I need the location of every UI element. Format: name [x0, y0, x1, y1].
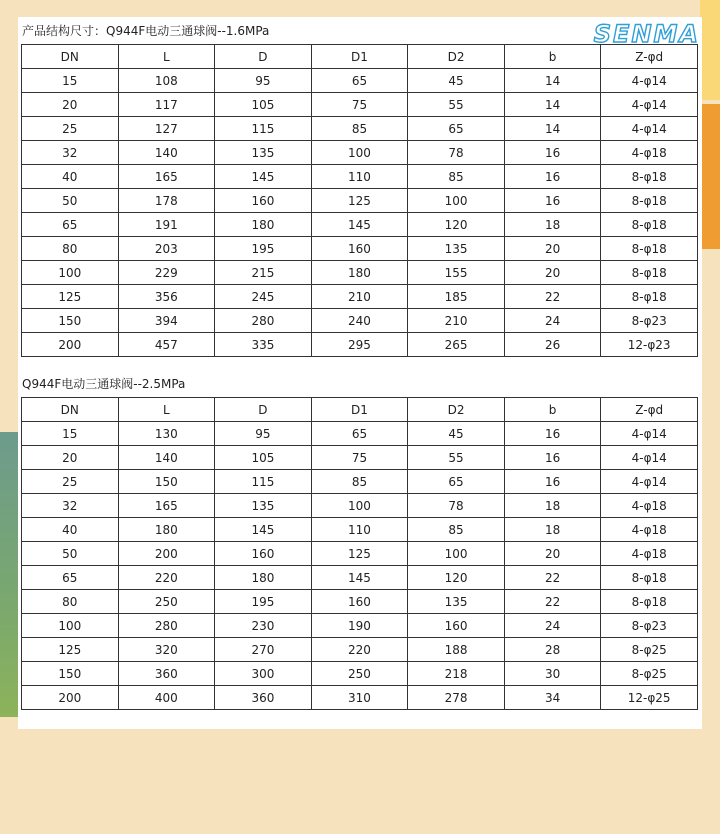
table-cell: 188	[408, 638, 505, 662]
table-cell: 145	[215, 165, 312, 189]
col-header: Z-φd	[601, 45, 698, 69]
table-cell: 8-φ18	[601, 285, 698, 309]
table-cell: 127	[118, 117, 215, 141]
table-cell: 45	[408, 69, 505, 93]
table-cell: 140	[118, 141, 215, 165]
table-row	[22, 69, 698, 93]
decor-green-strip	[0, 432, 20, 717]
table-cell: 8-φ18	[601, 566, 698, 590]
table-cell: 4-φ14	[601, 117, 698, 141]
table-cell: 218	[408, 662, 505, 686]
table-cell: 300	[215, 662, 312, 686]
table-cell: 8-φ18	[601, 213, 698, 237]
table-cell: 85	[311, 117, 408, 141]
table-row	[22, 285, 698, 309]
table-cell: 335	[215, 333, 312, 357]
col-header: D2	[408, 398, 505, 422]
table-cell: 15	[22, 422, 119, 446]
table-row	[22, 213, 698, 237]
table-cell: 45	[408, 422, 505, 446]
table1-title: 产品结构尺寸：Q944F电动三通球阀--1.6MPa	[22, 24, 270, 38]
table-cell: 30	[504, 662, 601, 686]
table-cell: 12-φ25	[601, 686, 698, 710]
table-cell: 12-φ23	[601, 333, 698, 357]
table-row	[22, 686, 698, 710]
table-cell: 34	[504, 686, 601, 710]
table-cell: 85	[408, 518, 505, 542]
table-cell: 75	[311, 93, 408, 117]
table-cell: 457	[118, 333, 215, 357]
table-row	[22, 261, 698, 285]
table-cell: 125	[311, 542, 408, 566]
table-row	[22, 165, 698, 189]
table-cell: 95	[215, 422, 312, 446]
table-cell: 4-φ18	[601, 542, 698, 566]
table-cell: 360	[118, 662, 215, 686]
table-cell: 140	[118, 446, 215, 470]
table-cell: 180	[118, 518, 215, 542]
table-cell: 191	[118, 213, 215, 237]
table-cell: 180	[311, 261, 408, 285]
table-row	[22, 638, 698, 662]
table-cell: 22	[504, 590, 601, 614]
table-cell: 240	[311, 309, 408, 333]
col-header: DN	[22, 398, 119, 422]
col-header: D	[215, 398, 312, 422]
table-cell: 65	[311, 69, 408, 93]
col-header: b	[504, 398, 601, 422]
table-row	[22, 422, 698, 446]
table-cell: 55	[408, 446, 505, 470]
table-cell: 8-φ25	[601, 638, 698, 662]
table-cell: 360	[215, 686, 312, 710]
table-cell: 200	[118, 542, 215, 566]
table-cell: 50	[22, 542, 119, 566]
table-cell: 14	[504, 117, 601, 141]
table-cell: 20	[504, 542, 601, 566]
col-header: Z-φd	[601, 398, 698, 422]
table-cell: 4-φ14	[601, 93, 698, 117]
table-cell: 14	[504, 69, 601, 93]
table-cell: 280	[118, 614, 215, 638]
table-cell: 8-φ18	[601, 237, 698, 261]
table-cell: 65	[408, 117, 505, 141]
table-cell: 120	[408, 213, 505, 237]
table-cell: 65	[311, 422, 408, 446]
table-cell: 80	[22, 237, 119, 261]
table-cell: 8-φ23	[601, 614, 698, 638]
table-row	[22, 518, 698, 542]
table-cell: 100	[22, 614, 119, 638]
col-header: DN	[22, 45, 119, 69]
table-cell: 95	[215, 69, 312, 93]
table-cell: 25	[22, 117, 119, 141]
table-cell: 100	[22, 261, 119, 285]
table-cell: 394	[118, 309, 215, 333]
table-cell: 145	[215, 518, 312, 542]
table-cell: 230	[215, 614, 312, 638]
table-cell: 65	[408, 470, 505, 494]
table-cell: 295	[311, 333, 408, 357]
table-cell: 4-φ14	[601, 69, 698, 93]
table-cell: 245	[215, 285, 312, 309]
table-row	[22, 470, 698, 494]
table-cell: 20	[22, 446, 119, 470]
table-row	[22, 566, 698, 590]
table-cell: 32	[22, 494, 119, 518]
table-cell: 14	[504, 93, 601, 117]
table-cell: 150	[22, 662, 119, 686]
table-cell: 8-φ18	[601, 261, 698, 285]
table-cell: 8-φ25	[601, 662, 698, 686]
table-cell: 320	[118, 638, 215, 662]
table-cell: 8-φ18	[601, 165, 698, 189]
table-cell: 100	[408, 542, 505, 566]
table-cell: 105	[215, 93, 312, 117]
table-cell: 8-φ18	[601, 189, 698, 213]
table-cell: 200	[22, 686, 119, 710]
table-cell: 135	[408, 590, 505, 614]
table-header-row	[22, 45, 698, 69]
table-cell: 108	[118, 69, 215, 93]
table-row	[22, 446, 698, 470]
table-cell: 4-φ14	[601, 422, 698, 446]
col-header: L	[118, 45, 215, 69]
table-cell: 4-φ18	[601, 494, 698, 518]
table-cell: 16	[504, 470, 601, 494]
spec-table-1-6mpa	[21, 44, 698, 357]
table-cell: 180	[215, 566, 312, 590]
table-cell: 270	[215, 638, 312, 662]
table-cell: 160	[408, 614, 505, 638]
table-cell: 185	[408, 285, 505, 309]
table-cell: 8-φ23	[601, 309, 698, 333]
table-row	[22, 141, 698, 165]
table-cell: 190	[311, 614, 408, 638]
col-header: D	[215, 45, 312, 69]
table-cell: 125	[22, 638, 119, 662]
table-cell: 16	[504, 165, 601, 189]
table-cell: 100	[311, 141, 408, 165]
table-cell: 65	[22, 566, 119, 590]
table-row	[22, 590, 698, 614]
table-row	[22, 189, 698, 213]
table-cell: 20	[22, 93, 119, 117]
table-cell: 135	[215, 141, 312, 165]
table-cell: 115	[215, 470, 312, 494]
table-row	[22, 333, 698, 357]
table-cell: 80	[22, 590, 119, 614]
table-cell: 229	[118, 261, 215, 285]
table-cell: 65	[22, 213, 119, 237]
table-cell: 120	[408, 566, 505, 590]
table-cell: 160	[215, 189, 312, 213]
table-row	[22, 614, 698, 638]
table-cell: 155	[408, 261, 505, 285]
table-cell: 55	[408, 93, 505, 117]
table-row	[22, 237, 698, 261]
table-cell: 195	[215, 237, 312, 261]
table-cell: 4-φ18	[601, 141, 698, 165]
table-cell: 250	[311, 662, 408, 686]
table-cell: 160	[311, 237, 408, 261]
table-cell: 16	[504, 189, 601, 213]
table-cell: 100	[408, 189, 505, 213]
col-header: b	[504, 45, 601, 69]
table-cell: 215	[215, 261, 312, 285]
table-cell: 18	[504, 494, 601, 518]
table-cell: 20	[504, 261, 601, 285]
table2-title: Q944F电动三通球阀--2.5MPa	[22, 377, 186, 391]
decor-yellow-strip	[700, 0, 720, 100]
table-cell: 110	[311, 518, 408, 542]
table-cell: 145	[311, 566, 408, 590]
table-cell: 160	[311, 590, 408, 614]
table-cell: 40	[22, 165, 119, 189]
table-row	[22, 542, 698, 566]
table-cell: 130	[118, 422, 215, 446]
table-cell: 356	[118, 285, 215, 309]
table-cell: 22	[504, 566, 601, 590]
table-cell: 85	[311, 470, 408, 494]
table-cell: 195	[215, 590, 312, 614]
table-cell: 220	[118, 566, 215, 590]
table-cell: 40	[22, 518, 119, 542]
table-cell: 203	[118, 237, 215, 261]
table-row	[22, 494, 698, 518]
table-cell: 210	[408, 309, 505, 333]
table-cell: 16	[504, 446, 601, 470]
table-cell: 16	[504, 422, 601, 446]
table-cell: 15	[22, 69, 119, 93]
table-cell: 18	[504, 213, 601, 237]
table-cell: 278	[408, 686, 505, 710]
table-cell: 180	[215, 213, 312, 237]
table-cell: 280	[215, 309, 312, 333]
table-cell: 85	[408, 165, 505, 189]
table-cell: 178	[118, 189, 215, 213]
table-cell: 50	[22, 189, 119, 213]
table-cell: 78	[408, 141, 505, 165]
table-cell: 135	[408, 237, 505, 261]
table-cell: 16	[504, 141, 601, 165]
table-cell: 160	[215, 542, 312, 566]
col-header: L	[118, 398, 215, 422]
decor-orange-strip	[700, 104, 720, 249]
table-cell: 110	[311, 165, 408, 189]
col-header: D1	[311, 45, 408, 69]
table-cell: 220	[311, 638, 408, 662]
table-cell: 18	[504, 518, 601, 542]
table-cell: 210	[311, 285, 408, 309]
table-cell: 200	[22, 333, 119, 357]
table-cell: 26	[504, 333, 601, 357]
table-cell: 145	[311, 213, 408, 237]
col-header: D1	[311, 398, 408, 422]
table-cell: 4-φ14	[601, 470, 698, 494]
table-cell: 310	[311, 686, 408, 710]
table-cell: 117	[118, 93, 215, 117]
table-cell: 115	[215, 117, 312, 141]
table-cell: 100	[311, 494, 408, 518]
spec-table-2-5mpa	[21, 397, 698, 710]
table-cell: 24	[504, 614, 601, 638]
table-cell: 4-φ14	[601, 446, 698, 470]
table-cell: 22	[504, 285, 601, 309]
table-cell: 250	[118, 590, 215, 614]
brand-logo: SENMA	[593, 20, 700, 48]
col-header: D2	[408, 45, 505, 69]
table-cell: 125	[311, 189, 408, 213]
table-cell: 400	[118, 686, 215, 710]
table-row	[22, 117, 698, 141]
table-cell: 75	[311, 446, 408, 470]
spec-sheet	[18, 17, 702, 729]
table-cell: 165	[118, 494, 215, 518]
table-cell: 165	[118, 165, 215, 189]
table-cell: 135	[215, 494, 312, 518]
table-cell: 32	[22, 141, 119, 165]
table-cell: 8-φ18	[601, 590, 698, 614]
table-cell: 78	[408, 494, 505, 518]
table-cell: 105	[215, 446, 312, 470]
table-header-row	[22, 398, 698, 422]
table-row	[22, 662, 698, 686]
table-row	[22, 93, 698, 117]
table-cell: 150	[22, 309, 119, 333]
table-cell: 20	[504, 237, 601, 261]
table-cell: 150	[118, 470, 215, 494]
table-cell: 24	[504, 309, 601, 333]
table-cell: 4-φ18	[601, 518, 698, 542]
table-cell: 25	[22, 470, 119, 494]
table-row	[22, 309, 698, 333]
table-cell: 265	[408, 333, 505, 357]
table-cell: 125	[22, 285, 119, 309]
table-cell: 28	[504, 638, 601, 662]
